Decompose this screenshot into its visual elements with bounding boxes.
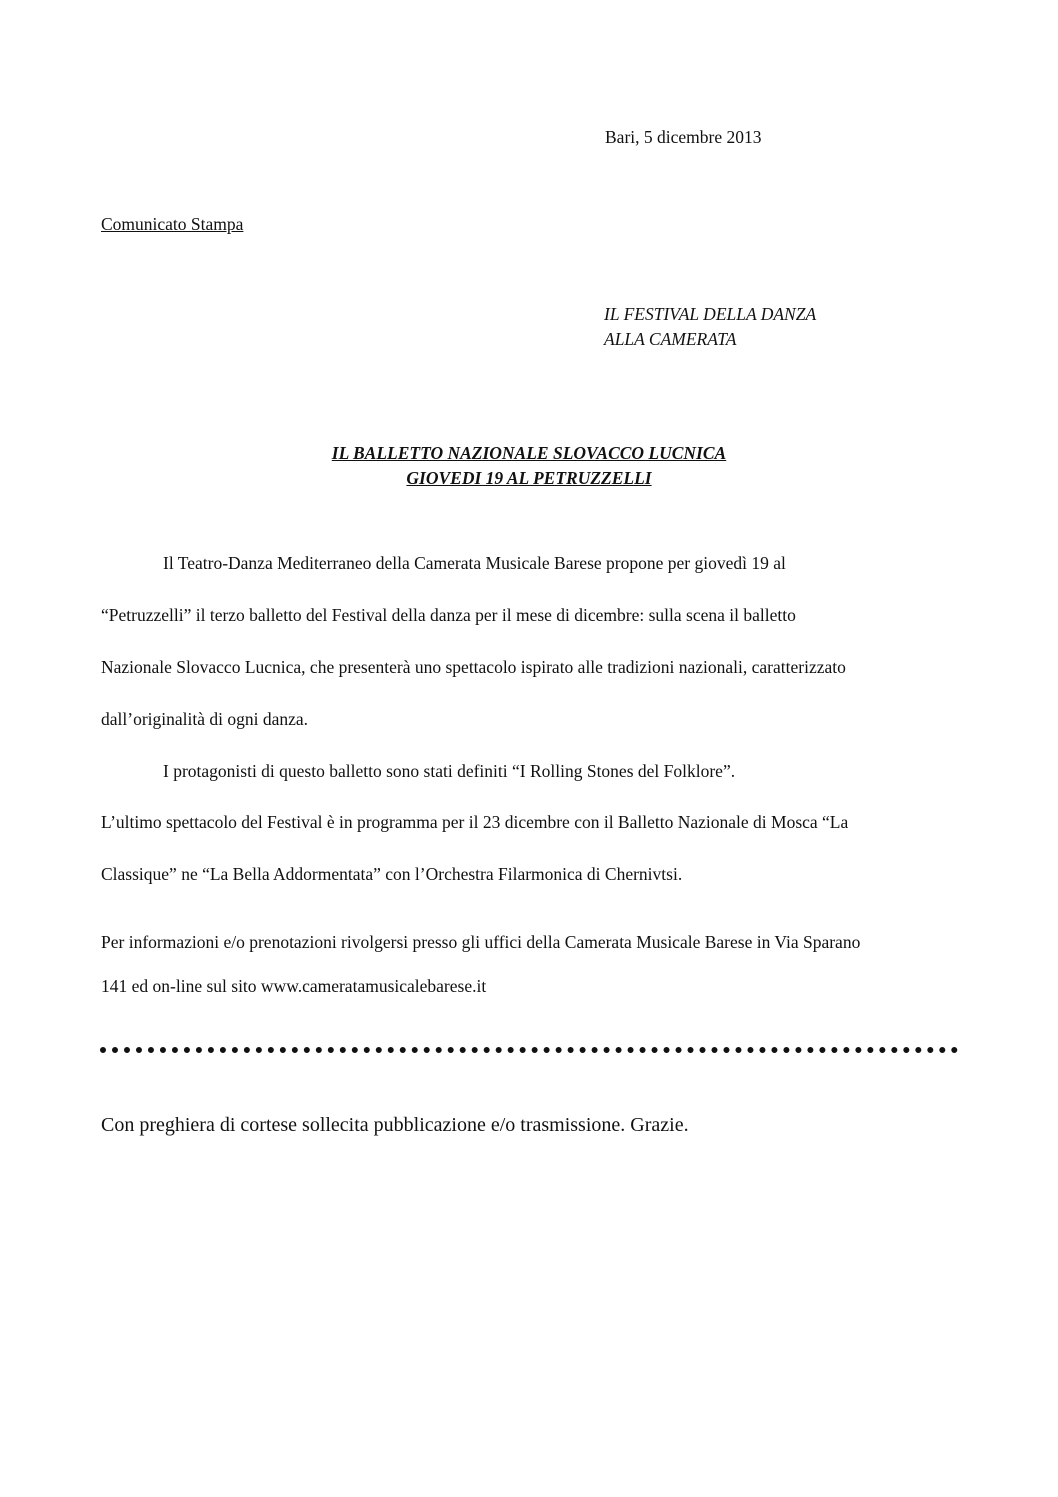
body-line: 141 ed on-line sul sito www.cameratamusicalebarese.it	[101, 976, 487, 996]
closing-note: Con preghiera di cortese sollecita pubblicazione e/o trasmissione. Grazie.	[101, 1114, 689, 1136]
headline-line-1: IL BALLETTO NAZIONALE SLOVACCO LUCNICA	[331, 443, 727, 463]
headline-line-2: GIOVEDI 19 AL PETRUZZELLI	[406, 468, 652, 488]
body-line: Per informazioni e/o prenotazioni rivolgersi presso gli uffici della Camerata Musicale Barese in Via Sparano	[101, 932, 861, 952]
body-line: “Petruzzelli” il terzo balletto del Festival della danza per il mese di dicembre: sulla scena il balletto	[101, 605, 796, 625]
body-line: Classique” ne “La Bella Addormentata” con l’Orchestra Filarmonica di Chernivtsi.	[101, 864, 683, 884]
body-line: dall’originalità di ogni danza.	[101, 709, 309, 729]
document-subject: Comunicato Stampa	[101, 214, 244, 234]
body-line: L’ultimo spettacolo del Festival è in programma per il 23 dicembre con il Balletto Nazionale di Mosca “La	[101, 812, 849, 832]
festival-title	[604, 302, 816, 352]
headline	[0, 441, 1058, 491]
body-line: Nazionale Slovacco Lucnica, che presenterà uno spettacolo ispirato alle tradizioni nazionali, caratterizzato	[101, 657, 846, 677]
dotted-divider	[100, 1047, 958, 1053]
body-line: Il Teatro-Danza Mediterraneo della Camerata Musicale Barese propone per giovedì 19 al	[163, 553, 786, 573]
document-date: Bari, 5 dicembre 2013	[605, 127, 762, 147]
festival-title-line: ALLA CAMERATA	[604, 329, 737, 349]
body-line: I protagonisti di questo balletto sono stati definiti “I Rolling Stones del Folklore”.	[163, 761, 736, 781]
festival-title-line: IL FESTIVAL DELLA DANZA	[604, 304, 817, 324]
